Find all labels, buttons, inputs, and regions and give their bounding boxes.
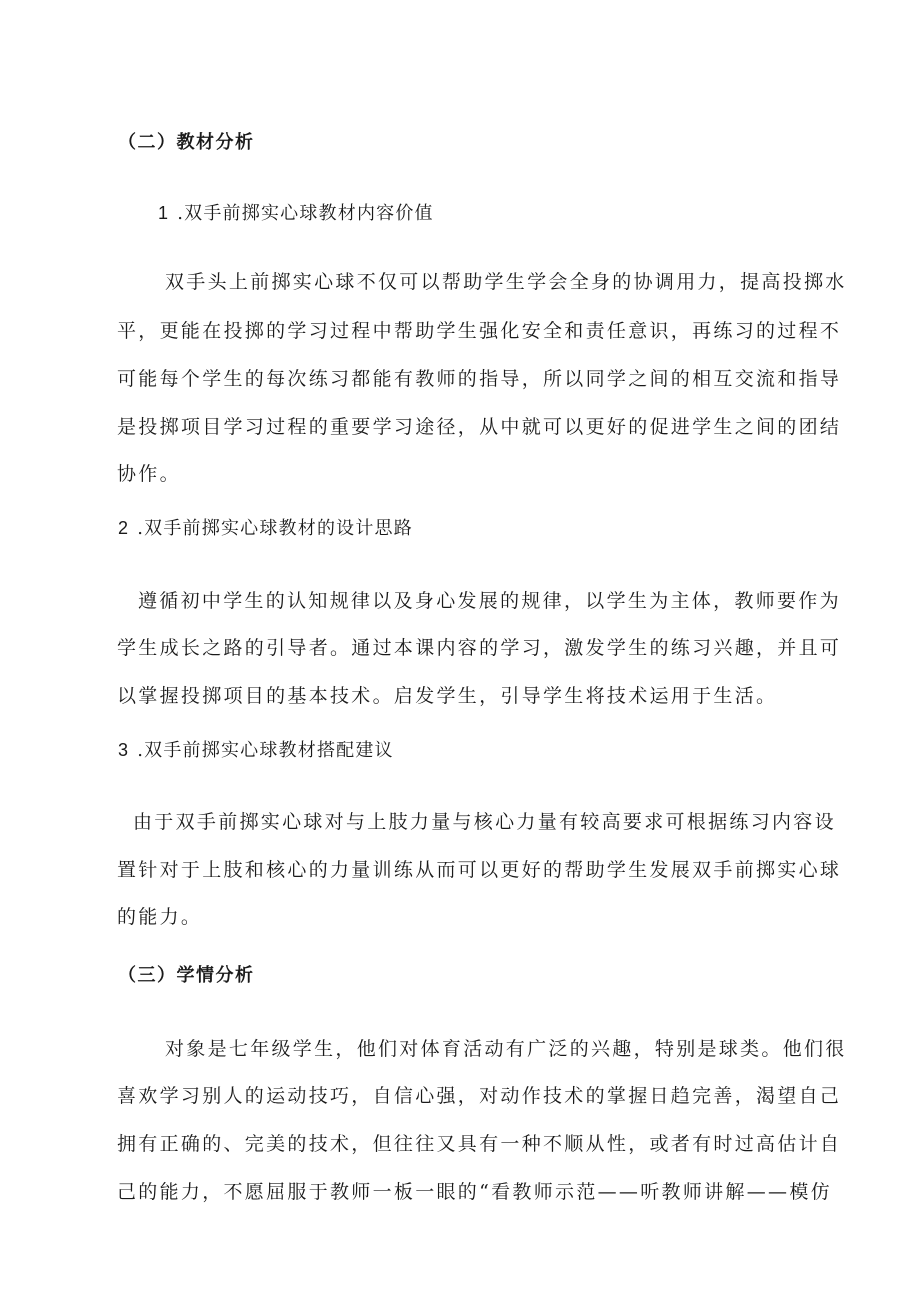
paragraph-line: 由于双手前掷实心球对与上肢力量与核心力量有较高要求可根据练习内容设: [133, 811, 836, 833]
paragraph-line: 喜欢学习别人的运动技巧，自信心强，对动作技术的掌握日趋完善，渴望自己: [117, 1085, 842, 1107]
paragraph-line: 置针对于上肢和核心的力量训练从而可以更好的帮助学生发展双手前掷实心球: [117, 859, 842, 881]
paragraph-line: 是投掷项目学习过程的重要学习途径，从中就可以更好的促进学生之间的团结: [117, 416, 842, 438]
section-heading-material-analysis: （二）教材分析: [118, 132, 255, 153]
paragraph-line: 平，更能在投掷的学习过程中帮助学生强化安全和责任意识，再练习的过程不: [117, 320, 842, 342]
subheading-title: .双手前掷实心球教材搭配建议: [137, 740, 394, 761]
paragraph-line: 双手头上前掷实心球不仅可以帮助学生学会全身的协调用力，提高投掷水: [165, 271, 847, 293]
subheading-number: 3: [118, 740, 130, 760]
subheading-title: .双手前掷实心球教材的设计思路: [137, 518, 413, 539]
subheading-title: .双手前掷实心球教材内容价值: [177, 203, 434, 224]
paragraph-line: 可能每个学生的每次练习都能有教师的指导，所以同学之间的相互交流和指导: [117, 368, 842, 390]
paragraph-line: 己的能力，不愿屈服于教师一板一眼的“看教师示范——听教师讲解——模仿: [117, 1181, 832, 1203]
paragraph-line: 的能力。: [117, 906, 203, 928]
subheading-content-value: [158, 201, 434, 226]
subheading-design-ideas: [118, 516, 413, 541]
section-heading-learner-analysis: （三）学情分析: [118, 965, 255, 986]
paragraph-line: 拥有正确的、完美的技术，但往往又具有一种不顺从性，或者有时过高估计自: [117, 1133, 842, 1155]
paragraph-line: 对象是七年级学生，他们对体育活动有广泛的兴趣，特别是球类。他们很: [165, 1038, 847, 1060]
subheading-pairing-suggestions: [118, 738, 394, 763]
paragraph-line: 协作。: [117, 463, 181, 485]
paragraph-line: 以掌握投掷项目的基本技术。启发学生，引导学生将技术运用于生活。: [117, 685, 778, 707]
paragraph-line: 遵循初中学生的认知规律以及身心发展的规律，以学生为主体，教师要作为: [138, 590, 841, 612]
subheading-number: 1: [158, 203, 170, 223]
subheading-number: 2: [118, 518, 130, 538]
paragraph-line: 学生成长之路的引导者。通过本课内容的学习，激发学生的练习兴趣，并且可: [117, 637, 842, 659]
